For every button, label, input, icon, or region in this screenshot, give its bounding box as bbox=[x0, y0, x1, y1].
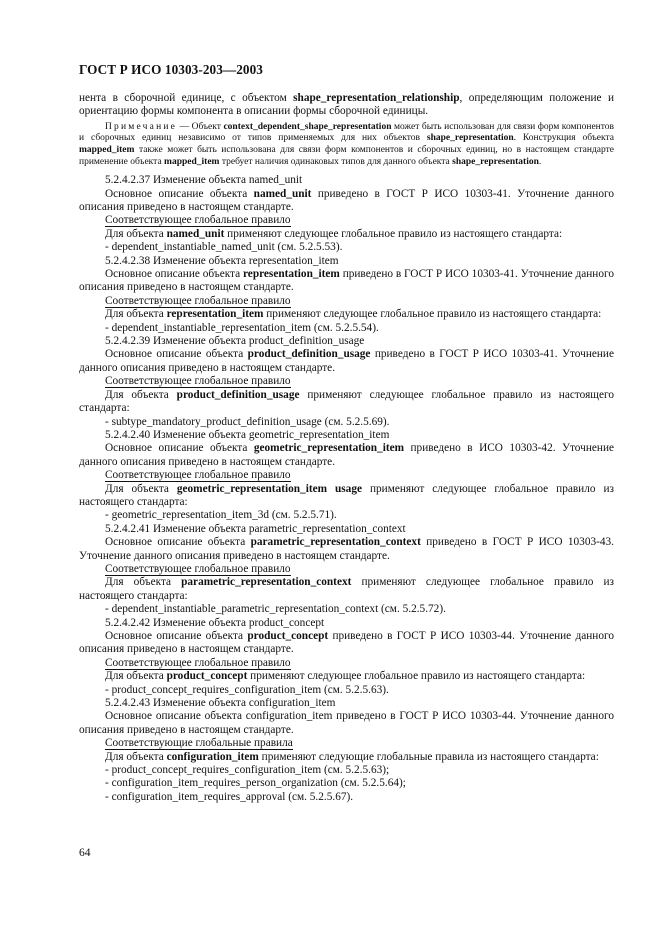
rule-applicability bbox=[79, 670, 614, 683]
rule-applicability bbox=[79, 389, 614, 416]
entity-name: product_definition_usage bbox=[176, 388, 300, 401]
global-rule-heading: Соответствующее глобальное правило bbox=[105, 469, 291, 482]
intro-text-end: , определяющим положение и ориентацию формы компонента в описании формы сборочной единицы. bbox=[79, 92, 614, 118]
note-entity: shape_representation bbox=[426, 133, 514, 144]
applicability-text: применяют следующее глобальное правило из настоящего стандарта: bbox=[79, 388, 614, 415]
section-heading: 5.2.4.2.42 Изменение объекта product_concept bbox=[105, 616, 325, 629]
entity-name: product_concept bbox=[166, 670, 248, 683]
global-rule-heading: Соответствующее глобальное правило bbox=[105, 375, 291, 388]
rule-list-item: - geometric_representation_item_3d (см. 5.2.5.71). bbox=[105, 509, 337, 522]
entity-name: configuration_item bbox=[166, 750, 259, 763]
note-paragraph bbox=[79, 122, 614, 168]
applicability-text: Для объекта bbox=[105, 388, 177, 401]
global-rule-heading: Соответствующее глобальное правило bbox=[105, 562, 291, 575]
rule-list-item: - dependent_instantiable_parametric_representation_context (см. 5.2.5.72). bbox=[105, 603, 446, 616]
section bbox=[79, 335, 614, 429]
description-text: Основное описание объекта bbox=[105, 348, 248, 361]
applicability-text: Для объекта bbox=[105, 227, 167, 240]
description-text: приведено в ГОСТ Р ИСО 10303-43. Уточнение данного описания приведено в настоящем стандарте. bbox=[79, 536, 614, 562]
description-text: приведено в ГОСТ Р ИСО 10303-41. Уточнение данного описания приведено в настоящем стандарте. bbox=[79, 187, 614, 213]
note-text: . bbox=[538, 156, 542, 167]
note-entity: shape_representation bbox=[452, 156, 539, 167]
applicability-text: Для объекта bbox=[105, 308, 167, 321]
note-entity: context_dependent_shape_representation bbox=[223, 121, 392, 132]
note-text: также может быть использована для связи форм компонентов и сборочных единиц, но в настоящем стандарте применение объекта bbox=[79, 145, 614, 167]
description-text: Основное описание объекта bbox=[105, 268, 243, 281]
section bbox=[79, 255, 614, 335]
note-text: требует наличия одинаковых типов для данного объекта bbox=[219, 156, 453, 167]
description-text: Основное описание объекта bbox=[105, 536, 251, 549]
rule-list-item: - configuration_item_requires_approval (см. 5.2.5.67). bbox=[105, 790, 354, 803]
page-number: 64 bbox=[79, 847, 91, 859]
rule-applicability bbox=[79, 228, 614, 241]
rule-list-item: - dependent_instantiable_named_unit (см. 5.2.5.53). bbox=[105, 241, 343, 254]
rule-list-item: - product_concept_requires_configuration_item (см. 5.2.5.63); bbox=[105, 764, 390, 777]
applicability-text: применяют следующее глобальное правило из настоящего стандарта: bbox=[79, 576, 614, 602]
section bbox=[79, 697, 614, 804]
section-description bbox=[79, 188, 614, 215]
rule-list-item: - subtype_mandatory_product_definition_usage (см. 5.2.5.69). bbox=[105, 415, 390, 428]
section-heading: 5.2.4.2.41 Изменение объекта parametric_representation_context bbox=[105, 522, 406, 535]
rule-list-item: - dependent_instantiable_representation_item (см. 5.2.5.54). bbox=[105, 321, 379, 334]
section-heading: 5.2.4.2.39 Изменение объекта product_definition_usage bbox=[105, 335, 365, 348]
entity-name: parametric_representation_context bbox=[181, 576, 352, 589]
section-description bbox=[79, 630, 614, 657]
page-body bbox=[79, 92, 614, 804]
note-text: может быть использован для связи форм компонентов и сборочных единиц независимо от типов применяемых для них объектов bbox=[79, 121, 615, 144]
description-text: приведено в ГОСТ Р ИСО 10303-41. Уточнение данного описания приведено в настоящем стандарте. bbox=[79, 268, 614, 294]
entity-name: geometric_representation_item bbox=[253, 442, 405, 455]
section-description bbox=[79, 536, 614, 563]
section bbox=[79, 523, 614, 617]
note-entity: mapped_item bbox=[79, 145, 135, 155]
intro-paragraph bbox=[79, 92, 614, 119]
rule-list-item: - product_concept_requires_configuration_item (см. 5.2.5.63). bbox=[105, 683, 389, 696]
entity-name: geometric_representation_item usage bbox=[176, 482, 362, 495]
applicability-text: Для объекта bbox=[105, 670, 167, 683]
rule-applicability bbox=[79, 576, 614, 603]
applicability-text: Для объекта bbox=[105, 750, 167, 763]
description-text: Основное описание объекта bbox=[105, 187, 254, 200]
section-heading: 5.2.4.2.38 Изменение объекта representation_item bbox=[105, 254, 339, 267]
note-text: — Объект bbox=[177, 121, 224, 132]
applicability-text: применяют следующее глобальное правило из настоящего стандарта: bbox=[79, 482, 614, 508]
section bbox=[79, 429, 614, 523]
section-heading: 5.2.4.2.40 Изменение объекта geometric_representation_item bbox=[105, 428, 390, 441]
entity-name: named_unit bbox=[166, 227, 225, 240]
rule-applicability bbox=[79, 308, 614, 321]
section-description bbox=[79, 348, 614, 375]
page-header: ГОСТ Р ИСО 10303-203—2003 bbox=[79, 62, 263, 77]
applicability-text: применяют следующее глобальное правило из настоящего стандарта: bbox=[247, 670, 586, 683]
rule-applicability bbox=[79, 483, 614, 510]
global-rule-heading: Соответствующее глобальное правило bbox=[105, 656, 291, 669]
section-description bbox=[79, 710, 614, 737]
description-text: приведено в ИСО 10303-42. Уточнение данного описания приведено в настоящем стандарте. bbox=[79, 442, 615, 468]
rule-list-item: - configuration_item_requires_person_organization (см. 5.2.5.64); bbox=[105, 777, 406, 790]
intro-entity: shape_representation_relationship bbox=[293, 92, 460, 104]
section-description bbox=[79, 442, 614, 469]
applicability-text: применяют следующие глобальные правила из настоящего стандарта: bbox=[258, 750, 599, 763]
entity-name: representation_item bbox=[166, 308, 264, 321]
entity-name: product_definition_usage bbox=[247, 348, 371, 361]
applicability-text: Для объекта bbox=[105, 576, 182, 589]
description-text: Основное описание объекта bbox=[105, 442, 254, 455]
global-rule-heading: Соответствующие глобальные правила bbox=[105, 737, 293, 750]
applicability-text: применяют следующее глобальное правило из настоящего стандарта: bbox=[263, 308, 602, 321]
description-text: Основное описание объекта bbox=[105, 630, 248, 642]
description-text: Основное описание объекта configuration_item приведено в ГОСТ Р ИСО 10303-44. Уточнение данного описания приведено в настоящем стандарте. bbox=[79, 710, 614, 736]
note-text: . Конструкция объекта bbox=[513, 133, 614, 144]
entity-name: parametric_representation_context bbox=[250, 536, 421, 549]
note-entity: mapped_item bbox=[164, 156, 220, 167]
description-text: приведено в ГОСТ Р ИСО 10303-44. Уточнение данного описания приведено в настоящем стандарте. bbox=[79, 630, 614, 656]
section-heading: 5.2.4.2.43 Изменение объекта configuration_item bbox=[105, 697, 336, 710]
section-description bbox=[79, 268, 614, 295]
section bbox=[79, 174, 614, 254]
section bbox=[79, 617, 614, 697]
entity-name: representation_item bbox=[243, 268, 340, 281]
rule-applicability bbox=[79, 751, 614, 764]
sections-container bbox=[79, 174, 614, 804]
entity-name: named_unit bbox=[253, 187, 312, 200]
intro-text: нента в сборочной единице, с объектом bbox=[79, 92, 294, 104]
applicability-text: применяют следующее глобальное правило из настоящего стандарта: bbox=[224, 227, 563, 240]
description-text: приведено в ГОСТ Р ИСО 10303-41. Уточнение данного описания приведено в настоящем стандарте. bbox=[79, 348, 614, 374]
entity-name: product_concept bbox=[247, 630, 329, 642]
global-rule-heading: Соответствующее глобальное правило bbox=[105, 214, 291, 227]
section-heading: 5.2.4.2.37 Изменение объекта named_unit bbox=[105, 174, 303, 187]
note-label: Примечание bbox=[105, 121, 178, 132]
applicability-text: Для объекта bbox=[105, 482, 177, 495]
global-rule-heading: Соответствующее глобальное правило bbox=[105, 294, 291, 307]
